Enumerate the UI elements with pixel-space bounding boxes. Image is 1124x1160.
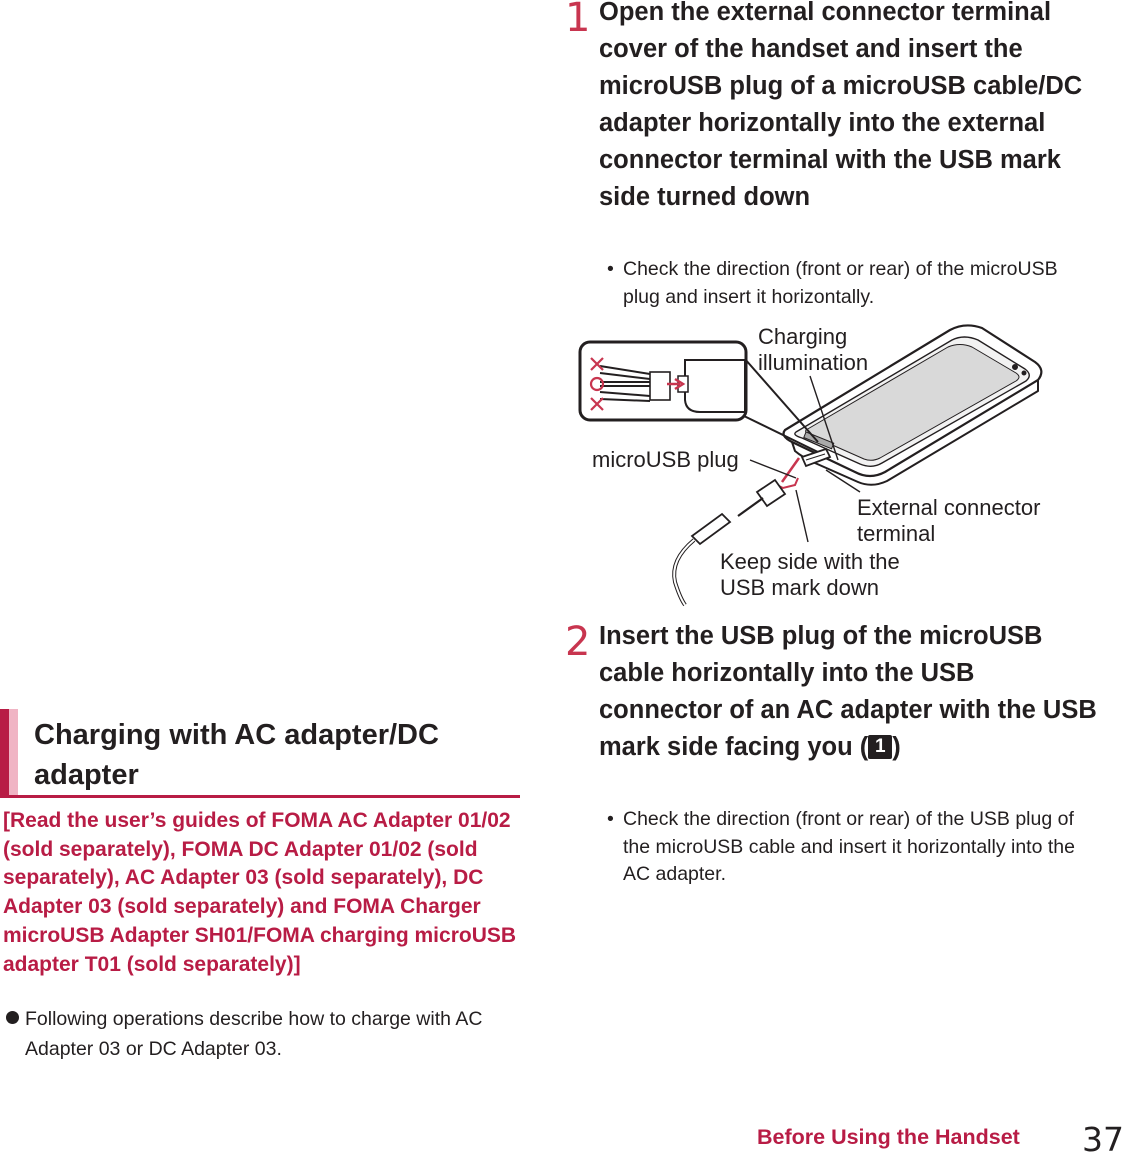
label-external-connector-terminal: External connector terminal (857, 495, 1041, 546)
step-2-text-end: ) (892, 733, 901, 761)
section-title: Charging with AC adapter/DC adapter (34, 719, 439, 791)
page-number: 37 (1082, 1120, 1124, 1159)
section-note: [Read the user’s guides of FOMA AC Adapter 01/02 (sold separately), FOMA DC Adapter 01/02 (sold separately), AC Adapter 03 (sold separately), DC Adapter 03 (sold separately) and FOMA Charger microUSB Adapter SH01/FOMA charging microUSB adapter T01 (sold separately)] (3, 809, 517, 976)
step-2-note-text: Check the direction (front or rear) of the USB plug of the microUSB cable and insert it horizontally into the AC adapter. (623, 808, 1075, 885)
step-1-note-text: Check the direction (front or rear) of the microUSB plug and insert it horizontally. (623, 258, 1058, 308)
step-1-number: 1 (565, 0, 591, 41)
footer-section-label: Before Using the Handset (757, 1125, 1020, 1149)
label-keep-side-usb-mark: Keep side with the USB mark down (720, 549, 900, 600)
section-divider (0, 795, 520, 798)
bullet-icon: • (607, 258, 614, 280)
charging-illustration (570, 320, 1070, 610)
label-charging-illumination: Charging illumination (758, 324, 869, 375)
step-1-text: Open the external connector terminal cover of the handset and insert the microUSB plug of a microUSB cable/DC adapter horizontally into the external connector terminal with the USB mark side turned down (599, 0, 1083, 211)
section-accent-bar (0, 709, 9, 795)
section-accent-bar-light (9, 709, 18, 795)
bullet-dot-icon (6, 1011, 19, 1024)
step-1-note (607, 256, 1087, 312)
key-1-icon: 1 (868, 735, 892, 759)
bullet-icon: • (607, 808, 614, 830)
section-header (0, 709, 520, 801)
label-microusb-plug: microUSB plug (592, 447, 739, 472)
step-2-text-main: Insert the USB plug of the microUSB cable horizontally into the USB connector of an AC adapter with the USB mark side facing you ( (599, 622, 1097, 761)
step-2-text (599, 618, 1099, 766)
step-2-note (607, 806, 1087, 890)
section-bullet-text: Following operations describe how to charge with AC Adapter 03 or DC Adapter 03. (25, 1008, 483, 1060)
step-2-number: 2 (565, 619, 591, 665)
